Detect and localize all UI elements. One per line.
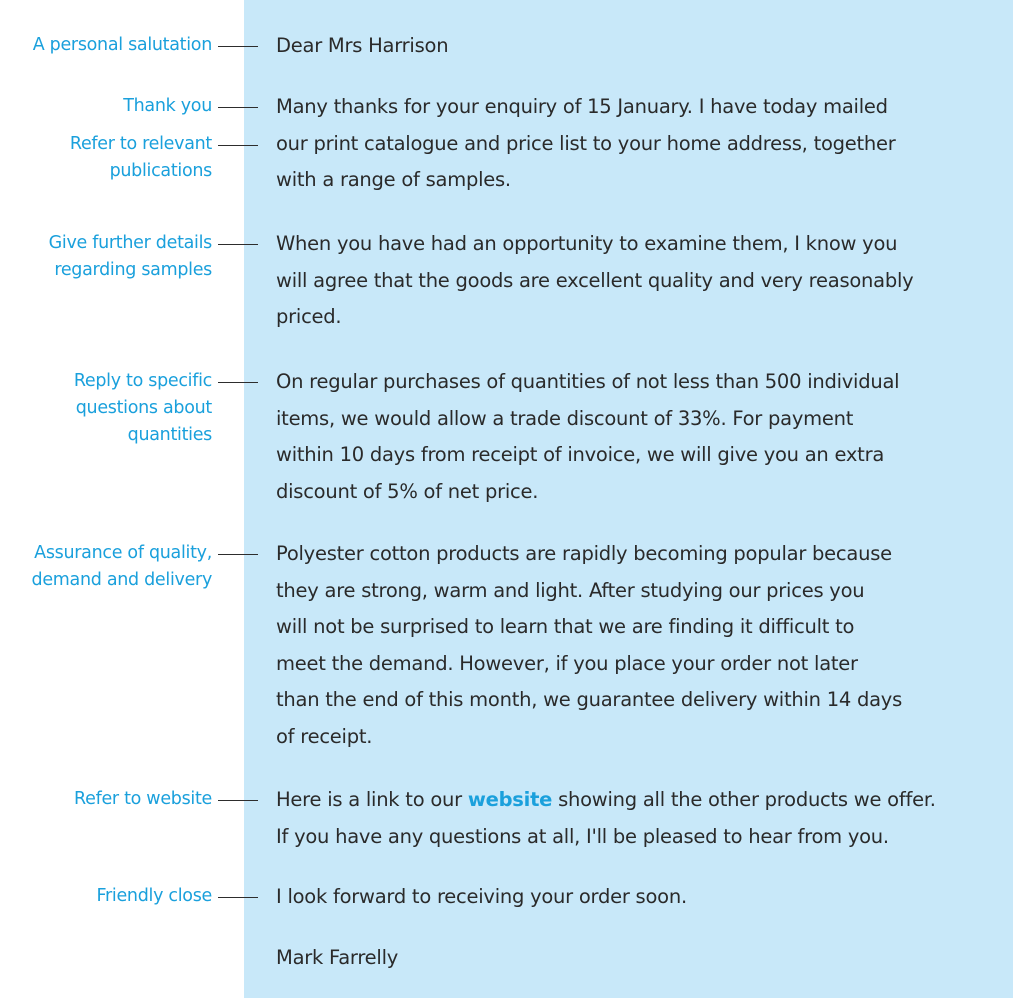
leader-line: [218, 554, 258, 555]
letter-signature: [276, 940, 996, 977]
annotation-line: Refer to relevant: [69, 134, 212, 154]
leader-line: [218, 800, 258, 801]
annotation-line: Thank you: [123, 96, 212, 116]
annotation-line: regarding samples: [54, 260, 212, 280]
paragraph-line: will not be surprised to learn that we are finding it difficult to: [276, 615, 855, 639]
paragraph-line: than the end of this month, we guarantee delivery within 14 days: [276, 688, 902, 712]
paragraph-line: If you have any questions at all, I'll be pleased to hear from you.: [276, 824, 889, 848]
annotation-line: Give further details: [48, 233, 212, 253]
paragraph-line: with a range of samples.: [276, 168, 511, 192]
paragraph-line: Polyester cotton products are rapidly becoming popular because: [276, 542, 892, 565]
letter-paragraph-thanks: [276, 89, 996, 199]
closing-text: I look forward to receiving your order soon.: [276, 885, 687, 908]
letter-paragraph-quantities: [276, 364, 996, 510]
annotation-thank-you: [0, 93, 212, 120]
letter-salutation: [276, 28, 996, 65]
annotation-friendly-close: [0, 883, 212, 910]
leader-line: [218, 145, 258, 146]
paragraph-line: items, we would allow a trade discount of 33%. For payment: [276, 406, 854, 430]
annotation-quantities: [0, 368, 212, 449]
letter-paragraph-assurance: [276, 536, 996, 756]
signature-text: Mark Farrelly: [276, 946, 399, 969]
annotation-line: A personal salutation: [32, 35, 212, 55]
annotation-line: Reply to specific: [73, 371, 212, 391]
leader-line: [218, 107, 258, 108]
paragraph-line: of receipt.: [276, 724, 373, 748]
letter-closing: [276, 879, 996, 916]
annotation-line: questions about: [75, 398, 212, 418]
annotation-samples: [0, 230, 212, 284]
letter-paragraph-website: [276, 782, 996, 855]
annotation-line: Friendly close: [96, 886, 212, 906]
salutation-text: Dear Mrs Harrison: [276, 34, 449, 57]
paragraph-line: they are strong, warm and light. After studying our prices you: [276, 578, 865, 602]
annotation-publications: [0, 131, 212, 185]
leader-line: [218, 46, 258, 47]
paragraph-line: will agree that the goods are excellent quality and very reasonably: [276, 268, 914, 292]
annotation-line: quantities: [127, 425, 212, 445]
text-segment: showing all the other products we offer.: [552, 788, 936, 811]
paragraph-line: within 10 days from receipt of invoice, we will give you an extra: [276, 443, 885, 467]
leader-line: [218, 897, 258, 898]
paragraph-line: discount of 5% of net price.: [276, 479, 539, 503]
paragraph-line: [276, 782, 996, 819]
annotation-website: [0, 786, 212, 813]
leader-line: [218, 244, 258, 245]
annotation-line: Refer to website: [74, 789, 212, 809]
annotation-assurance: [0, 540, 212, 594]
paragraph-line: our print catalogue and price list to your home address, together: [276, 131, 896, 155]
leader-line: [218, 382, 258, 383]
paragraph-line: On regular purchases of quantities of not less than 500 individual: [276, 370, 900, 393]
letter-paragraph-samples: [276, 226, 996, 336]
paragraph-line: priced.: [276, 305, 342, 329]
annotation-salutation: [0, 32, 212, 59]
text-segment: Here is a link to our: [276, 788, 468, 811]
paragraph-line: meet the demand. However, if you place your order not later: [276, 651, 858, 675]
paragraph-line: Many thanks for your enquiry of 15 January. I have today mailed: [276, 95, 888, 118]
paragraph-line: When you have had an opportunity to examine them, I know you: [276, 232, 898, 255]
website-link[interactable]: website: [467, 788, 553, 811]
annotation-line: demand and delivery: [31, 570, 212, 590]
annotation-line: Assurance of quality,: [34, 543, 212, 563]
annotation-line: publications: [109, 161, 212, 181]
